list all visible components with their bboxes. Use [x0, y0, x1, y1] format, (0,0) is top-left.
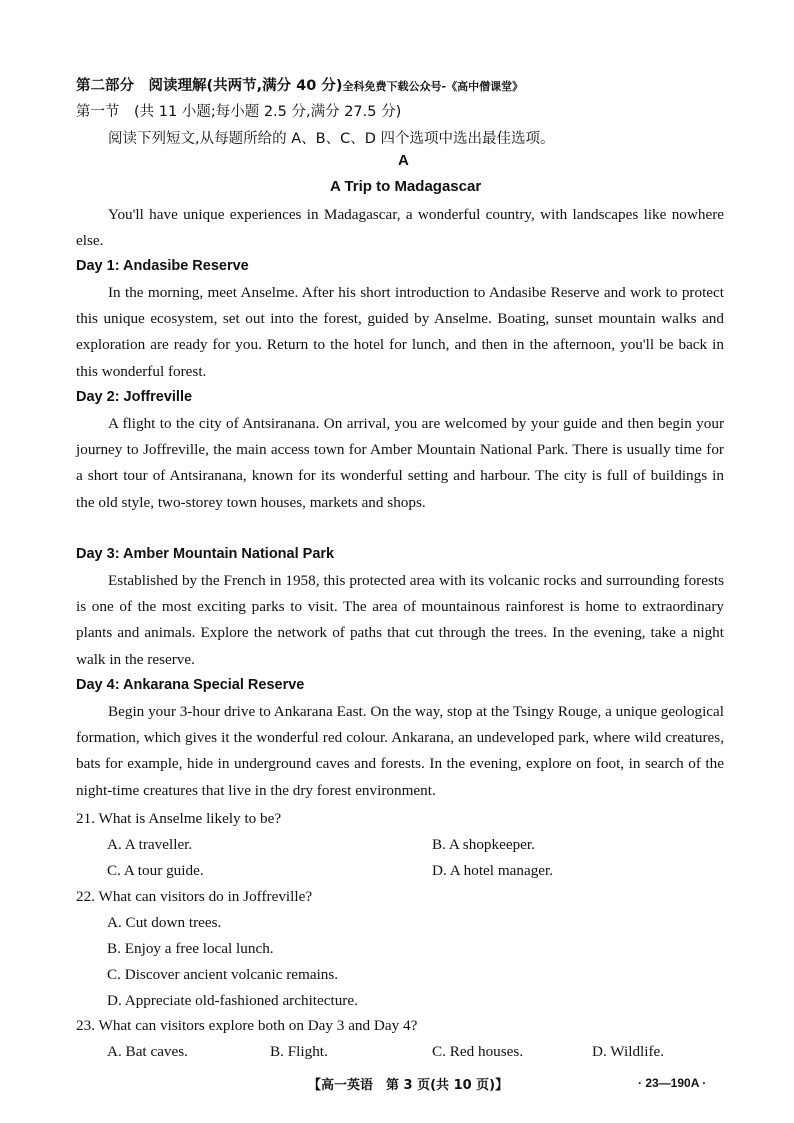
day-2-text: A flight to the city of Antsiranana. On arrival, you are welcomed by your guide and then begin your journey to Joffreville, the main access town for Amber Mountain National Park. There is usually time for a short tour of Antsiranana, known for its wonderful setting and harbour. The city is full of buildings in the old style, two-storey town houses, markets and shops.	[76, 415, 724, 511]
question-23-option-b[interactable]: B. Flight.	[270, 1043, 328, 1060]
question-22-option-d[interactable]: D. Appreciate old-fashioned architecture.	[107, 992, 358, 1009]
question-23-option-a[interactable]: A. Bat caves.	[107, 1043, 188, 1060]
instruction: 阅读下列短文,从每题所给的 A、B、C、D 四个选项中选出最佳选项。	[108, 131, 555, 147]
question-21-option-c[interactable]: C. A tour guide.	[107, 862, 204, 879]
day-1-heading: Day 1: Andasibe Reserve	[76, 258, 249, 274]
question-23-option-c[interactable]: C. Red houses.	[432, 1043, 524, 1060]
day-4-text: Begin your 3-hour drive to Ankarana East. On the way, stop at the Tsingy Rouge, a unique geological formation, which gives it the wonderful red colour. Ankarana, an undeveloped park, where wild creatures, bats for example, hide in underground caves and forests. In the evening, explore on foot, in search of the night-time creatures that live in the dry forest environment.	[76, 703, 725, 799]
passage-intro: You'll have unique experiences in Madagascar, a wonderful country, with landscapes like nowhere else.	[76, 206, 724, 250]
question-22-stem: 22. What can visitors do in Joffreville?	[76, 888, 313, 905]
question-21-option-a[interactable]: A. A traveller.	[107, 836, 193, 853]
day-2-heading: Day 2: Joffreville	[76, 389, 193, 405]
question-22-option-c[interactable]: C. Discover ancient volcanic remains.	[107, 966, 339, 983]
source-note: 全科免费下载公众号-《高中僧课堂》	[342, 80, 524, 93]
section-title: 第二部分 阅读理解(共两节,满分 40 分)	[76, 78, 343, 94]
question-22-option-b[interactable]: B. Enjoy a free local lunch.	[107, 940, 274, 957]
paper-code: · 23—190A ·	[638, 1076, 707, 1090]
question-21-option-b[interactable]: B. A shopkeeper.	[432, 836, 535, 853]
question-22-option-a[interactable]: A. Cut down trees.	[107, 914, 222, 931]
question-21-stem: 21. What is Anselme likely to be?	[76, 810, 282, 827]
passage-title: A Trip to Madagascar	[330, 178, 482, 195]
day-3-heading: Day 3: Amber Mountain National Park	[76, 546, 335, 562]
question-23-stem: 23. What can visitors explore both on Day 3 and Day 4?	[76, 1017, 418, 1034]
page-footer: 【高一英语 第 3 页(共 10 页)】	[308, 1078, 509, 1093]
day-4-heading: Day 4: Ankarana Special Reserve	[76, 677, 305, 693]
day-1-text: In the morning, meet Anselme. After his short introduction to Andasibe Reserve and work to protect this unique ecosystem, set out into the forest, guided by Anselme. Boating, sunset mountain walks and exploration are ready for you. Return to the hotel for lunch, and then in the afternoon, you'll be back in this wonderful forest.	[76, 284, 724, 380]
day-3-text: Established by the French in 1958, this protected area with its volcanic rocks and surrounding forests is one of the most exciting parks to visit. The area of mountainous rainforest is home to extraordinary plants and animals. Explore the network of paths that cut through the trees. In the evening, take a night walk in the reserve.	[76, 572, 724, 668]
question-23-option-d[interactable]: D. Wildlife.	[592, 1043, 665, 1060]
passage-letter: A	[398, 152, 409, 169]
question-21-option-d[interactable]: D. A hotel manager.	[432, 862, 554, 879]
section-subtitle: 第一节 (共 11 小题;每小题 2.5 分,满分 27.5 分)	[76, 104, 402, 120]
